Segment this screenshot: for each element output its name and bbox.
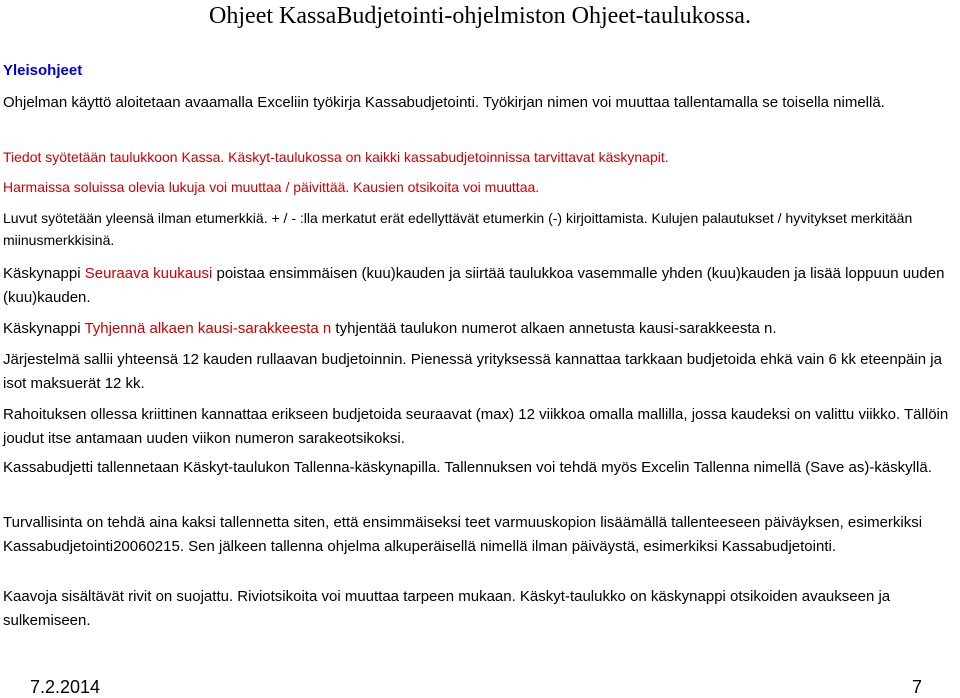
- command-name-next-month: Seuraava kuukausi: [84, 265, 213, 282]
- text: Käskynappi: [3, 265, 85, 282]
- paragraph-intro: Ohjelman käyttö aloitetaan avaamalla Exceliin työkirja Kassabudjetointi. Työkirjan nimen voi muuttaa tallentamalla se toisella nimellä.: [3, 94, 885, 111]
- paragraph-data-entry: Tiedot syötetään taulukkoon Kassa. Käskyt-taulukossa on kaikki kassabudjetoinnissa tarvittavat käskynapit.: [3, 149, 669, 165]
- text: poistaa ensimmäisen (kuu)kauden ja siirtää taulukkoa vasemmalle yhden (kuu)kauden ja lisää loppuun uuden (kuu)kauden.: [3, 265, 945, 306]
- paragraph-saving: Kassabudjetti tallennetaan Käskyt-taulukon Tallenna-käskynapilla. Tallennuksen voi tehdä myös Excelin Tallenna nimellä (Save as)-käskyllä.: [3, 459, 932, 476]
- paragraph-next-month: [3, 262, 958, 310]
- paragraph-protection: Kaavoja sisältävät rivit on suojattu. Riviotsikoita voi muuttaa tarpeen mukaan. Käskyt-taulukko on käskynappi otsikoiden avaukseen ja sulkemiseen.: [3, 588, 891, 629]
- footer-date: 7.2.2014: [30, 677, 101, 697]
- page-title: Ohjeet KassaBudjetointi-ohjelmiston Ohjeet-taulukossa.: [209, 3, 751, 29]
- page-number: 7: [912, 677, 923, 697]
- paragraph-rolling-budget: Järjestelmä sallii yhteensä 12 kauden rullaavan budjetoinnin. Pienessä yrityksessä kannattaa tarkkaan budjetoida ehkä vain 6 kk eteenpäin ja isot maksuerät 12 kk.: [3, 351, 942, 392]
- command-name-clear: Tyhjennä alkaen kausi-sarakkeesta n: [84, 320, 332, 337]
- text: tyhjentää taulukon numerot alkaen annetusta kausi-sarakkeesta n.: [331, 320, 777, 337]
- section-heading: Yleisohjeet: [3, 62, 83, 79]
- paragraph-signs: Luvut syötetään yleensä ilman etumerkkiä. + / - :lla merkatut erät edellyttävät etumerkin (-) kirjoittamista. Kulujen palautukset / hyvitykset merkitään miinusmerkkisinä.: [3, 210, 913, 248]
- paragraph-weekly: Rahoituksen ollessa kriittinen kannattaa erikseen budjetoida seuraavat (max) 12 viikkoa omalla mallilla, jossa kaudeksi on valittu viikko. Tällöin joudut itse antamaan uuden viikon numeron sarakeotsikoksi.: [3, 406, 949, 447]
- paragraph-grey-cells: Harmaissa soluissa olevia lukuja voi muuttaa / päivittää. Kausien otsikoita voi muuttaa.: [3, 179, 540, 195]
- paragraph-backup: Turvallisinta on tehdä aina kaksi tallennetta siten, että ensimmäiseksi teet varmuuskopion lisäämällä tallenteeseen päiväyksen, esimerkiksi Kassabudjetointi20060215. Sen jälkeen tallenna ohjelma alkuperäisellä nimellä ilman päiväystä, esimerkiksi Kassabudjetointi.: [3, 514, 923, 555]
- text: Käskynappi: [3, 320, 85, 337]
- paragraph-clear: [3, 317, 958, 341]
